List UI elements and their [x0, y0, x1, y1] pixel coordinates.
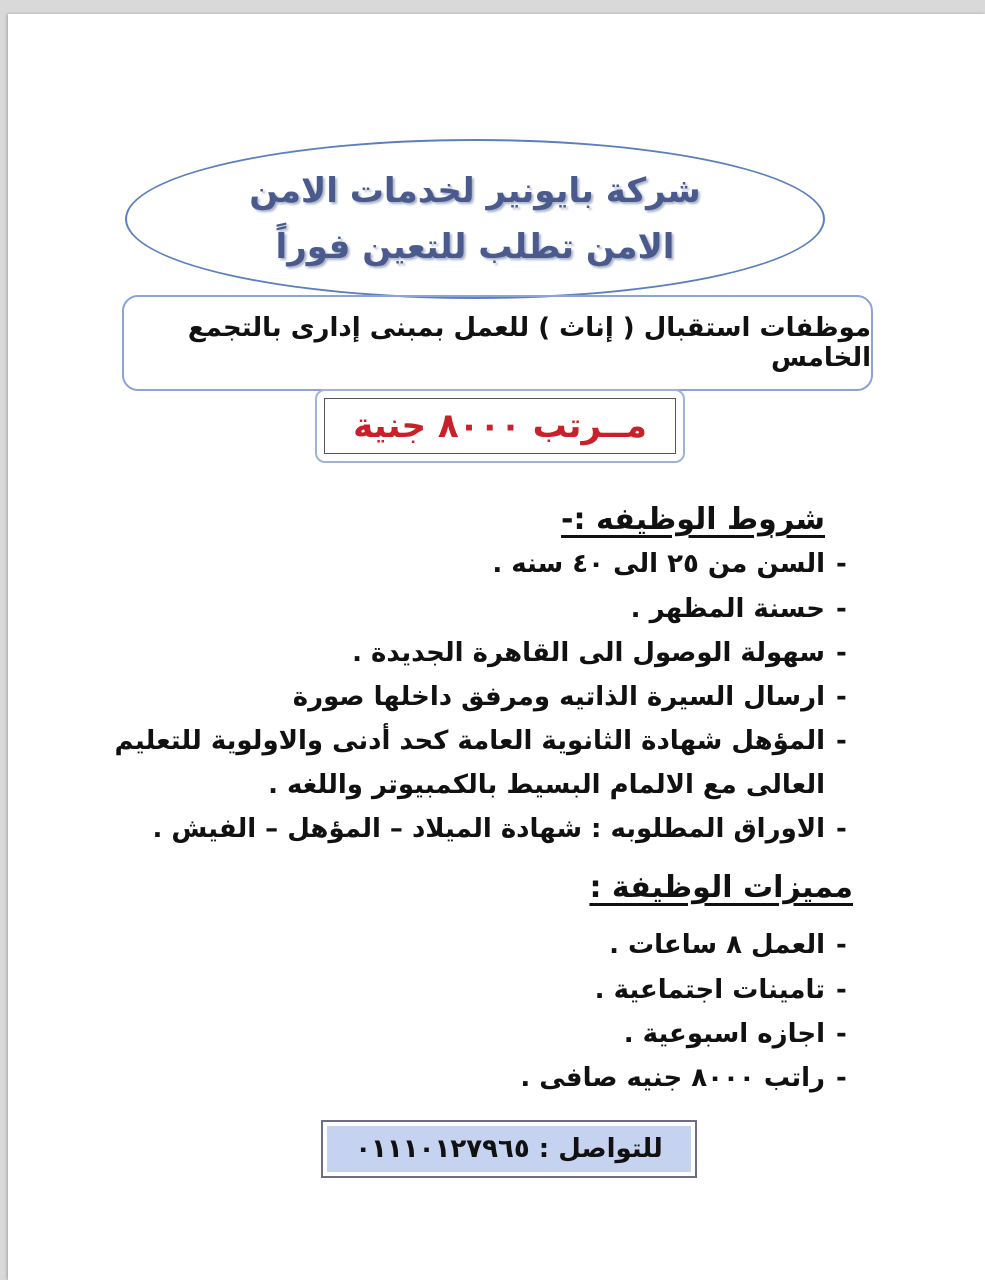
condition-item: ارسال السيرة الذاتيه ومرفق داخلها صورة [292, 682, 825, 712]
bullet: - [836, 814, 847, 844]
benefit-item: راتب ٨٠٠٠ جنيه صافى . [520, 1063, 825, 1093]
condition-item: المؤهل شهادة الثانوية العامة كحد أدنى والاولوية للتعليم [114, 726, 825, 756]
bullet: - [836, 1019, 847, 1049]
bullet: - [836, 726, 847, 756]
benefit-item: العمل ٨ ساعات . [609, 930, 825, 960]
condition-item: سهولة الوصول الى القاهرة الجديدة . [352, 638, 825, 668]
position-text: موظفات استقبال ( إناث ) للعمل بمبنى إدارى بالتجمع الخامس [187, 313, 871, 373]
contact-phone: للتواصل : ٠١١١٠١٢٧٩٦٥ [355, 1134, 663, 1164]
benefits-heading: مميزات الوظيفة : [589, 870, 853, 905]
condition-item-continuation: العالى مع الالمام البسيط بالكمبيوتر واللغه . [268, 770, 825, 800]
document-page [8, 14, 985, 1280]
benefit-item: تامينات اجتماعية . [594, 975, 825, 1005]
condition-item: الاوراق المطلوبه : شهادة الميلاد – المؤهل – الفيش . [152, 814, 825, 844]
contact-highlight [327, 1126, 691, 1172]
salary-box [315, 389, 685, 463]
bullet: - [836, 549, 847, 579]
position-box [122, 295, 873, 391]
bullet: - [836, 1063, 847, 1093]
bullet: - [836, 594, 847, 624]
company-name: شركة بايونير لخدمات الامن [249, 171, 701, 211]
bullet: - [836, 930, 847, 960]
contact-box [321, 1120, 697, 1178]
bullet: - [836, 975, 847, 1005]
salary-inner-frame [324, 398, 676, 454]
condition-item: حسنة المظهر . [630, 594, 825, 624]
condition-item: السن من ٢٥ الى ٤٠ سنه . [492, 549, 825, 579]
conditions-heading: شروط الوظيفه :- [561, 502, 825, 537]
bullet: - [836, 638, 847, 668]
salary-text: مــرتب ٨٠٠٠ جنية [353, 406, 647, 446]
header-oval [125, 139, 825, 299]
bullet: - [836, 682, 847, 712]
hiring-announcement: الامن تطلب للتعين فوراً [275, 227, 675, 267]
benefit-item: اجازه اسبوعية . [623, 1019, 825, 1049]
